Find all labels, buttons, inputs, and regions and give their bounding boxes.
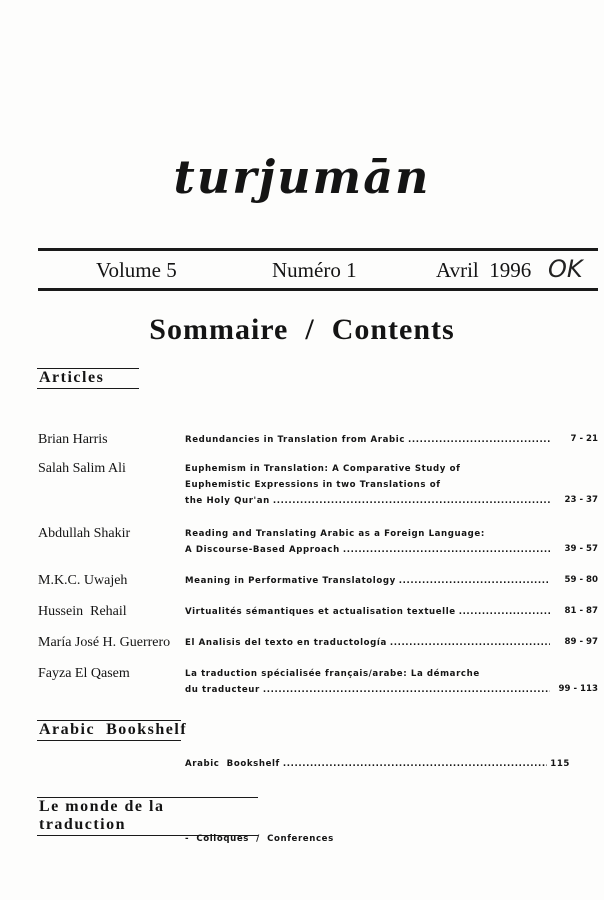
toc-entry [38,635,598,651]
bookshelf-item: Arabic Bookshelf [185,759,280,769]
issue-volume: Volume 5 [96,258,177,282]
entry-author: Hussein Rehail [38,604,127,619]
toc-entry [38,526,598,558]
entry-author: Abdullah Shakir [38,526,131,541]
entry-title: Virtualités sémantiques et actualisation textuelle ..... [185,604,550,620]
issue-date: Avril 1996 [436,258,532,282]
bottom-rule [38,288,598,291]
bookshelf-entry [185,759,570,769]
handwritten-ok-mark: OK [548,255,583,283]
entry-author: Salah Salim Ali [38,461,126,476]
section-heading-monde: Le monde de la traduction [37,797,258,836]
issue-number: Numéro 1 [272,258,357,282]
top-rule [38,248,598,251]
entry-pages: 59 - 80 [564,575,598,585]
entry-author: María José H. Guerrero [38,635,171,650]
entry-pages: 7 - 21 [570,434,598,444]
entry-title: Reading and Translating Arabic as a Foreign Language: A Discourse-Based Approach ..... [185,526,550,558]
entry-author: Fayza El Qasem [38,666,130,681]
conferences-entry: - Colloques / Conferences [185,834,334,844]
entry-author: M.K.C. Uwajeh [38,573,128,588]
entry-author: Brian Harris [38,432,108,447]
toc-entry [38,432,598,448]
entry-title: Meaning in Performative Translatology ..... [185,573,550,589]
toc-entry [38,604,598,620]
entry-title: La traduction spécialisée français/arabe: La démarche du traducteur ..... [185,666,550,698]
section-heading-articles: Articles [37,368,139,389]
entry-pages: 89 - 97 [564,637,598,647]
toc-entry [38,461,598,509]
entry-pages: 81 - 87 [564,606,598,616]
journal-title: turjumān [173,150,431,204]
toc-entry [38,573,598,589]
entry-pages: 39 - 57 [564,544,598,554]
entry-title: Euphemism in Translation: A Comparative Study of Euphemistic Expressions in two Translations of the Holy Qur'an ..... [185,461,550,509]
section-heading-bookshelf: Arabic Bookshelf [37,720,181,741]
contents-heading: Sommaire / Contents [149,313,455,346]
entry-title: Redundancies in Translation from Arabic ..... [185,432,550,448]
entry-pages: 23 - 37 [564,495,598,505]
toc-entry [38,666,598,698]
bookshelf-pages: 115 [550,759,570,769]
entry-pages: 99 - 113 [558,684,598,694]
entry-title: El Analisis del texto en traductología ..... [185,635,550,651]
